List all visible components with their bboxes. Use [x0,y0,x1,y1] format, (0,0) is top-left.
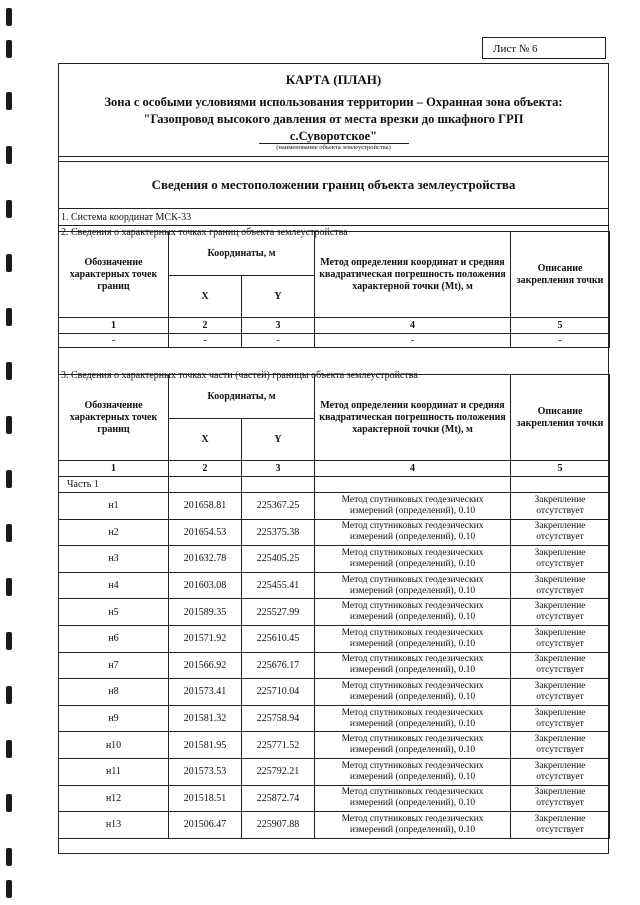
table-row [59,758,610,785]
point-id [59,679,169,706]
point-id [59,785,169,812]
x-coord [169,519,242,546]
binder-hole [6,632,12,650]
table-cell: - [242,334,315,348]
fixing-desc [511,812,610,839]
table-row [59,679,610,706]
fixing-desc-text: отсутствует [536,505,584,516]
method [315,493,511,520]
fixing-desc [511,572,610,599]
x-coord [169,546,242,573]
header-x: X [169,419,242,461]
fixing-desc [511,625,610,652]
part-points-table [58,374,610,839]
fixing-desc-text: отсутствует [536,718,584,729]
binder-hole [6,848,12,866]
fixing-desc-text: отсутствует [536,665,584,676]
col-num: 4 [315,461,511,477]
point-id [59,625,169,652]
method-text: измерений (определений), 0.10 [349,505,476,516]
col-num: 2 [169,461,242,477]
y-coord-text: 225676.17 [256,659,300,671]
table-cell: - [315,334,511,348]
method-text: измерений (определений), 0.10 [349,798,476,809]
col-num: 3 [242,318,315,334]
method-text: Метод спутниковых геодезических [341,494,484,505]
fixing-desc-text: отсутствует [536,771,584,782]
header-desc: Описание закрепления точки [511,232,610,318]
fixing-desc [511,705,610,732]
y-coord [242,785,315,812]
fixing-desc [511,785,610,812]
method [315,732,511,759]
y-coord [242,679,315,706]
fixing-desc [511,599,610,626]
fixing-desc [511,758,610,785]
binder-hole [6,740,12,758]
method-text: измерений (определений), 0.10 [349,585,476,596]
binder-hole [6,40,12,58]
fixing-desc-text: Закрепление [534,654,586,665]
table-row [59,705,610,732]
point-id-text: н5 [108,606,119,618]
binder-hole [6,470,12,488]
fixing-desc [511,519,610,546]
method-text: измерений (определений), 0.10 [349,691,476,702]
boundary-points-table [58,231,610,348]
x-coord-text: 201573.41 [183,686,227,698]
x-coord-text: 201589.35 [183,606,227,618]
header-coords: Координаты, м [169,232,315,276]
x-coord [169,493,242,520]
point-id-text: н13 [105,819,122,831]
fixing-desc-text: отсутствует [536,638,584,649]
point-id [59,519,169,546]
x-coord-text: 201566.92 [183,659,227,671]
point-id [59,732,169,759]
fixing-desc [511,732,610,759]
binder-hole [6,92,12,110]
y-coord-text: 225610.45 [256,633,300,645]
table-cell [242,477,315,493]
x-coord [169,679,242,706]
x-coord [169,572,242,599]
y-coord-text: 225405.25 [256,553,300,565]
y-coord [242,493,315,520]
point-id [59,599,169,626]
header-x: X [169,276,242,318]
method-text: Метод спутниковых геодезических [341,787,484,798]
y-coord-text: 225872.74 [256,792,300,804]
point-id [59,572,169,599]
point-rows [59,493,610,839]
title-block [59,64,608,157]
binder-hole [6,794,12,812]
x-coord-text: 201581.32 [183,713,227,725]
fixing-desc [511,652,610,679]
point-id-text: н12 [105,792,122,804]
col-num: 1 [59,461,169,477]
fixing-desc-text: Закрепление [534,787,586,798]
point-id [59,812,169,839]
x-coord-text: 201571.92 [183,633,227,645]
table-row [59,599,610,626]
method-text: измерений (определений), 0.10 [349,558,476,569]
y-coord [242,652,315,679]
x-coord-text: 201658.81 [183,500,227,512]
method-text: измерений (определений), 0.10 [349,532,476,543]
table-row [59,519,610,546]
fixing-desc-text: отсутствует [536,745,584,756]
x-coord [169,705,242,732]
point-id-text: н10 [105,739,122,751]
method [315,599,511,626]
col-num: 2 [169,318,242,334]
fixing-desc [511,546,610,573]
method [315,679,511,706]
x-coord [169,625,242,652]
point-id-text: н3 [108,553,119,565]
boundary-points-heading: 2. Сведения о характерных точках границ объекта землеустройства [61,227,348,238]
method [315,812,511,839]
y-coord-text: 225792.21 [256,766,300,778]
section-title: Сведения о местоположении границ объекта землеустройства [59,161,608,209]
binder-hole [6,880,12,898]
x-coord [169,812,242,839]
object-name-line2: с.Суворотское" [289,129,378,143]
table-row [59,652,610,679]
y-coord-text: 225455.41 [256,580,300,592]
fixing-desc-text: Закрепление [534,813,586,824]
col-num: 5 [511,461,610,477]
table-cell [169,477,242,493]
binder-hole [6,254,12,272]
part-label: Часть 1 [59,477,169,493]
fixing-desc-text: отсутствует [536,824,584,835]
fixing-desc-text: Закрепление [534,494,586,505]
point-id [59,652,169,679]
zone-title: Зона с особыми условиями использования территории – Охранная зона объекта: [104,95,563,109]
method [315,652,511,679]
binder-hole [6,308,12,326]
binder-hole [6,416,12,434]
x-coord-text: 201603.08 [183,580,227,592]
method [315,785,511,812]
binder-hole [6,524,12,542]
table-cell [315,477,511,493]
table-cell: - [169,334,242,348]
part-points-heading: 3. Сведения о характерных точках части (частей) границы объекта землеустройства [61,370,418,381]
fixing-desc-text: Закрепление [534,521,586,532]
x-coord [169,758,242,785]
y-coord-text: 225367.25 [256,500,300,512]
method-text: измерений (определений), 0.10 [349,612,476,623]
point-id-text: н9 [108,713,119,725]
method-text: Метод спутниковых геодезических [341,734,484,745]
header-y: Y [242,276,315,318]
y-coord [242,519,315,546]
method-text: Метод спутниковых геодезических [341,574,484,585]
point-id-text: н2 [108,526,119,538]
sheet-number: Лист № 6 [482,37,606,59]
table-cell: - [511,334,610,348]
x-coord [169,652,242,679]
method-text: измерений (определений), 0.10 [349,745,476,756]
fixing-desc [511,679,610,706]
method-text: Метод спутниковых геодезических [341,547,484,558]
x-coord-text: 201581.95 [183,739,227,751]
method [315,572,511,599]
y-coord [242,625,315,652]
method-text: Метод спутниковых геодезических [341,760,484,771]
y-coord-text: 225375.38 [256,526,300,538]
method-text: Метод спутниковых геодезических [341,521,484,532]
method-text: Метод спутниковых геодезических [341,813,484,824]
method-text: измерений (определений), 0.10 [349,771,476,782]
col-num: 1 [59,318,169,334]
fixing-desc-text: Закрепление [534,707,586,718]
binder-hole [6,146,12,164]
table-row [59,572,610,599]
y-coord-text: 225758.94 [256,713,300,725]
fixing-desc-text: отсутствует [536,798,584,809]
method-text: Метод спутниковых геодезических [341,654,484,665]
y-coord [242,546,315,573]
point-id [59,546,169,573]
binder-hole [6,362,12,380]
header-point: Обозначение характерных точек границ [59,375,169,461]
binder-holes [0,0,22,905]
fixing-desc [511,493,610,520]
method-text: Метод спутниковых геодезических [341,601,484,612]
header-method: Метод определения координат и средняя квадратическая погрешность положения характерной точки (Mt), м [315,232,511,318]
header-desc: Описание закрепления точки [511,375,610,461]
method [315,705,511,732]
coordinate-system: 1. Система координат МСК-33 [59,211,608,226]
y-coord-text: 225710.04 [256,686,300,698]
fixing-desc-text: Закрепление [534,627,586,638]
method [315,758,511,785]
document-frame [58,63,609,854]
table-row [59,732,610,759]
object-name-line1: "Газопровод высокого давления от места врезки до шкафного ГРП [143,112,524,126]
y-coord-text: 225907.88 [256,819,300,831]
point-id-text: н8 [108,686,119,698]
table-cell: - [59,334,169,348]
header-coords: Координаты, м [169,375,315,419]
point-id [59,705,169,732]
point-id-text: н7 [108,659,119,671]
table-row [59,625,610,652]
point-id-text: н6 [108,633,119,645]
fixing-desc-text: отсутствует [536,558,584,569]
method-text: Метод спутниковых геодезических [341,680,484,691]
method [315,546,511,573]
point-id-text: н4 [108,580,119,592]
table-row [59,785,610,812]
header-method: Метод определения координат и средняя квадратическая погрешность положения характерной точки (Mt), м [315,375,511,461]
x-coord [169,732,242,759]
binder-hole [6,578,12,596]
x-coord [169,599,242,626]
fixing-desc-text: Закрепление [534,601,586,612]
x-coord-text: 201654.53 [183,526,227,538]
binder-hole [6,200,12,218]
fixing-desc-text: отсутствует [536,585,584,596]
point-id [59,493,169,520]
method-text: Метод спутниковых геодезических [341,627,484,638]
table-row [59,546,610,573]
method-text: измерений (определений), 0.10 [349,718,476,729]
method [315,519,511,546]
header-point: Обозначение характерных точек границ [59,232,169,318]
method-text: Метод спутниковых геодезических [341,707,484,718]
fixing-desc-text: Закрепление [534,547,586,558]
x-coord-text: 201506.47 [183,819,227,831]
header-y: Y [242,419,315,461]
col-num: 3 [242,461,315,477]
map-title: КАРТА (ПЛАН) [285,72,382,87]
x-coord [169,785,242,812]
fixing-desc-text: Закрепление [534,760,586,771]
col-num: 5 [511,318,610,334]
point-id [59,758,169,785]
table-cell [511,477,610,493]
fixing-desc-text: Закрепление [534,574,586,585]
y-coord-text: 225771.52 [256,739,300,751]
fixing-desc-text: отсутствует [536,691,584,702]
y-coord [242,705,315,732]
y-coord [242,572,315,599]
y-coord [242,732,315,759]
fixing-desc-text: Закрепление [534,680,586,691]
y-coord [242,758,315,785]
object-name-hint: (наименование объекта землеустройства) [276,144,391,151]
fixing-desc-text: Закрепление [534,734,586,745]
fixing-desc-text: отсутствует [536,532,584,543]
fixing-desc-text: отсутствует [536,612,584,623]
x-coord-text: 201632.78 [183,553,227,565]
table-row [59,812,610,839]
method [315,625,511,652]
point-id-text: н1 [108,500,119,512]
binder-hole [6,686,12,704]
y-coord [242,599,315,626]
table-row [59,493,610,520]
binder-hole [6,8,12,26]
method-text: измерений (определений), 0.10 [349,638,476,649]
y-coord [242,812,315,839]
method-text: измерений (определений), 0.10 [349,824,476,835]
x-coord-text: 201518.51 [183,792,227,804]
x-coord-text: 201573.53 [183,766,227,778]
point-id-text: н11 [106,766,121,778]
y-coord-text: 225527.99 [256,606,300,618]
method-text: измерений (определений), 0.10 [349,665,476,676]
col-num: 4 [315,318,511,334]
